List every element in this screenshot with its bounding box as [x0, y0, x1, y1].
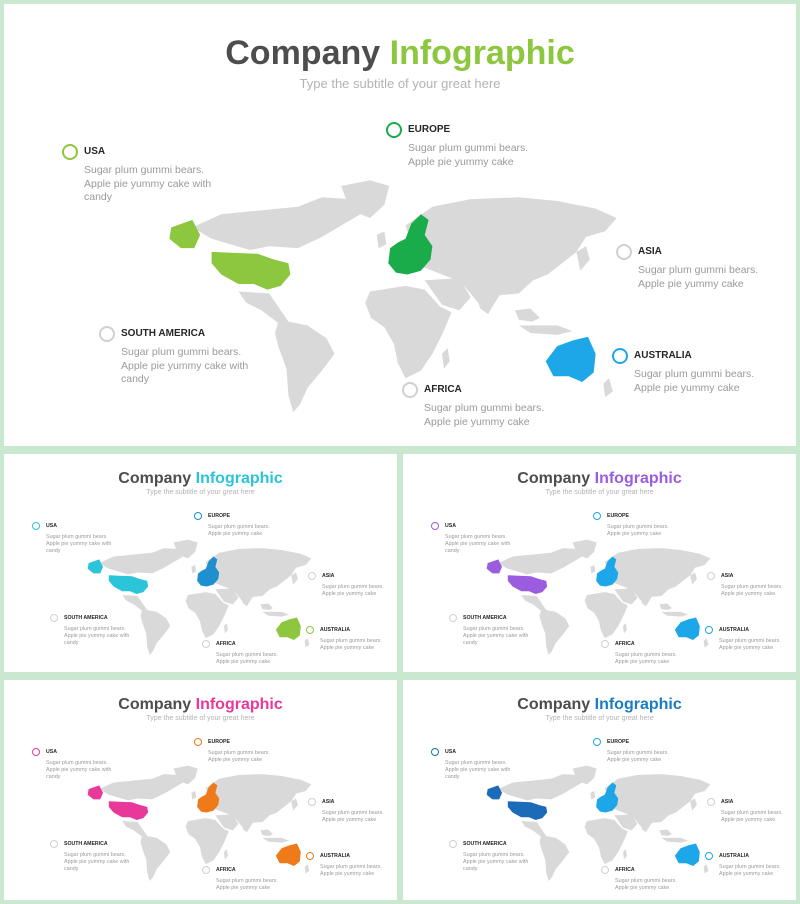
marker-description: Sugar plum gummi bears. Apple pie yummy cake — [719, 864, 781, 878]
land-new-zealand — [305, 638, 310, 647]
land-uk — [590, 565, 595, 573]
marker-ring-icon — [308, 572, 316, 580]
land-se-asia — [260, 829, 272, 836]
marker-description: Sugar plum gummi bears. Apple pie yummy cake — [615, 652, 677, 666]
slide-title — [403, 696, 796, 714]
marker-description: Sugar plum gummi bears. Apple pie yummy cake — [216, 878, 278, 892]
marker-label: SOUTH AMERICA — [64, 840, 108, 847]
marker-description: Sugar plum gummi bears. Apple pie yummy cake with candy — [64, 626, 130, 647]
land-new-zealand — [704, 864, 709, 873]
marker-label: AUSTRALIA — [719, 626, 749, 633]
marker-ring-icon — [705, 626, 713, 634]
land-indonesia — [661, 612, 688, 617]
marker-description: Sugar plum gummi bears. Apple pie yummy cake — [322, 584, 384, 598]
marker-label: EUROPE — [607, 512, 629, 519]
land-uk — [377, 231, 387, 248]
land-madagascar — [442, 348, 450, 369]
marker-ring-icon — [62, 144, 78, 160]
marker-label: ASIA — [721, 572, 734, 579]
marker-label: SOUTH AMERICA — [64, 614, 108, 621]
marker-description: Sugar plum gummi bears. Apple pie yummy cake — [320, 864, 382, 878]
marker-description: Sugar plum gummi bears. Apple pie yummy cake with candy — [46, 760, 112, 781]
marker-ring-icon — [616, 244, 632, 260]
marker-description: Sugar plum gummi bears. Apple pie yummy cake with candy — [463, 852, 529, 873]
marker-ring-icon — [194, 512, 202, 520]
marker-description: Sugar plum gummi bears. Apple pie yummy cake — [719, 638, 781, 652]
slide-variant-pink[interactable] — [4, 680, 397, 900]
marker-description: Sugar plum gummi bears. Apple pie yummy cake with candy — [445, 534, 511, 555]
marker-ring-icon — [202, 640, 210, 648]
marker-description: Sugar plum gummi bears. Apple pie yummy cake — [216, 652, 278, 666]
marker-label: USA — [46, 748, 57, 755]
slide-subtitle: Type the subtitle of your great here — [146, 489, 255, 496]
marker-description: Sugar plum gummi bears. Apple pie yummy cake — [322, 810, 384, 824]
land-south-america — [275, 320, 335, 412]
marker-description: Sugar plum gummi bears. Apple pie yummy cake — [638, 264, 759, 290]
land-se-asia — [659, 603, 671, 610]
marker-label: USA — [46, 522, 57, 529]
region-australia-shape — [546, 337, 596, 382]
slide-variant-purple[interactable] — [403, 454, 796, 672]
marker-ring-icon — [707, 798, 715, 806]
land-central-america — [521, 595, 546, 611]
region-australia-shape — [276, 844, 301, 867]
land-se-asia — [515, 308, 540, 321]
title-infographic: Infographic — [389, 34, 575, 72]
title-company: Company — [118, 696, 192, 713]
marker-label: EUROPE — [208, 738, 230, 745]
region-australia-shape — [675, 844, 700, 867]
marker-description: Sugar plum gummi bears. Apple pie yummy cake — [208, 750, 270, 764]
land-masses — [99, 766, 311, 881]
land-madagascar — [623, 623, 627, 633]
marker-label: AUSTRALIA — [719, 852, 749, 859]
slide-variant-cyan[interactable] — [4, 454, 397, 672]
land-uk — [191, 791, 196, 799]
title-infographic: Infographic — [195, 696, 283, 713]
marker-label: SOUTH AMERICA — [463, 840, 507, 847]
marker-description: Sugar plum gummi bears. Apple pie yummy cake with candy — [121, 346, 249, 386]
marker-label: ASIA — [721, 798, 734, 805]
land-central-america — [238, 292, 288, 324]
land-indonesia — [519, 325, 573, 334]
marker-label: AUSTRALIA — [320, 626, 350, 633]
land-indonesia — [661, 838, 688, 843]
marker-ring-icon — [449, 840, 457, 848]
marker-ring-icon — [593, 512, 601, 520]
slide-title — [403, 470, 796, 488]
marker-description: Sugar plum gummi bears. Apple pie yummy cake — [320, 638, 382, 652]
marker-description: Sugar plum gummi bears. Apple pie yummy cake — [721, 810, 783, 824]
land-masses — [99, 540, 311, 655]
land-uk — [590, 791, 595, 799]
land-japan — [690, 798, 697, 810]
marker-description: Sugar plum gummi bears. Apple pie yummy cake with candy — [463, 626, 529, 647]
region-australia-shape — [276, 618, 301, 641]
marker-ring-icon — [612, 348, 628, 364]
marker-label: ASIA — [638, 246, 662, 257]
land-se-asia — [659, 829, 671, 836]
marker-label: USA — [445, 522, 456, 529]
marker-label: AFRICA — [424, 384, 462, 395]
marker-description: Sugar plum gummi bears. Apple pie yummy cake — [408, 142, 529, 168]
slide-subtitle: Type the subtitle of your great here — [545, 489, 654, 496]
land-uk — [191, 565, 196, 573]
land-south-america — [140, 609, 170, 655]
land-south-america — [539, 835, 569, 881]
land-indonesia — [262, 612, 289, 617]
title-company: Company — [118, 470, 192, 487]
marker-label: AFRICA — [216, 866, 236, 873]
land-madagascar — [224, 849, 228, 859]
marker-description: Sugar plum gummi bears. Apple pie yummy cake — [208, 524, 270, 538]
marker-ring-icon — [308, 798, 316, 806]
land-japan — [576, 246, 589, 271]
marker-ring-icon — [306, 852, 314, 860]
slide-title — [4, 470, 397, 488]
land-se-asia — [260, 603, 272, 610]
marker-ring-icon — [50, 840, 58, 848]
marker-label: AFRICA — [615, 866, 635, 873]
marker-label: AFRICA — [615, 640, 635, 647]
slide-title — [4, 696, 397, 714]
region-australia-shape — [675, 618, 700, 641]
marker-label: SOUTH AMERICA — [463, 614, 507, 621]
marker-description: Sugar plum gummi bears. Apple pie yummy cake with candy — [84, 164, 212, 204]
marker-ring-icon — [306, 626, 314, 634]
title-infographic: Infographic — [594, 696, 682, 713]
marker-ring-icon — [593, 738, 601, 746]
marker-label: ASIA — [322, 798, 335, 805]
marker-ring-icon — [194, 738, 202, 746]
land-japan — [690, 572, 697, 584]
title-company: Company — [517, 470, 591, 487]
marker-description: Sugar plum gummi bears. Apple pie yummy cake with candy — [445, 760, 511, 781]
marker-ring-icon — [431, 522, 439, 530]
marker-ring-icon — [431, 748, 439, 756]
marker-description: Sugar plum gummi bears. Apple pie yummy cake — [607, 750, 669, 764]
marker-label: AUSTRALIA — [634, 350, 692, 361]
land-canada — [192, 197, 360, 250]
slide-subtitle: Type the subtitle of your great here — [146, 715, 255, 722]
slide-title — [4, 34, 796, 73]
land-japan — [291, 798, 298, 810]
marker-ring-icon — [32, 748, 40, 756]
marker-description: Sugar plum gummi bears. Apple pie yummy cake — [424, 402, 545, 428]
marker-label: EUROPE — [408, 124, 451, 135]
marker-ring-icon — [202, 866, 210, 874]
marker-ring-icon — [99, 326, 115, 342]
land-new-zealand — [704, 638, 709, 647]
marker-description: Sugar plum gummi bears. Apple pie yummy cake with candy — [46, 534, 112, 555]
marker-ring-icon — [402, 382, 418, 398]
marker-label: AFRICA — [216, 640, 236, 647]
title-company: Company — [225, 34, 381, 72]
land-japan — [291, 572, 298, 584]
marker-ring-icon — [601, 640, 609, 648]
slide-main[interactable] — [4, 4, 796, 446]
land-masses — [192, 180, 616, 412]
land-south-america — [539, 609, 569, 655]
marker-ring-icon — [449, 614, 457, 622]
title-infographic: Infographic — [594, 470, 682, 487]
land-new-zealand — [305, 864, 310, 873]
slide-variant-blue[interactable] — [403, 680, 796, 900]
marker-ring-icon — [50, 614, 58, 622]
title-infographic: Infographic — [195, 470, 283, 487]
marker-ring-icon — [32, 522, 40, 530]
title-company: Company — [517, 696, 591, 713]
land-central-america — [521, 821, 546, 837]
marker-description: Sugar plum gummi bears. Apple pie yummy cake — [607, 524, 669, 538]
marker-description: Sugar plum gummi bears. Apple pie yummy cake — [721, 584, 783, 598]
marker-label: EUROPE — [208, 512, 230, 519]
marker-ring-icon — [601, 866, 609, 874]
marker-description: Sugar plum gummi bears. Apple pie yummy cake — [634, 368, 755, 394]
slide-subtitle: Type the subtitle of your great here — [299, 76, 501, 91]
marker-label: EUROPE — [607, 738, 629, 745]
land-madagascar — [224, 623, 228, 633]
marker-description: Sugar plum gummi bears. Apple pie yummy cake with candy — [64, 852, 130, 873]
marker-ring-icon — [705, 852, 713, 860]
land-indonesia — [262, 838, 289, 843]
land-central-america — [122, 821, 147, 837]
land-madagascar — [623, 849, 627, 859]
slide-subtitle: Type the subtitle of your great here — [545, 715, 654, 722]
marker-label: ASIA — [322, 572, 335, 579]
marker-label: SOUTH AMERICA — [121, 328, 206, 339]
marker-ring-icon — [707, 572, 715, 580]
marker-label: AUSTRALIA — [320, 852, 350, 859]
land-central-america — [122, 595, 147, 611]
land-masses — [498, 540, 710, 655]
marker-label: USA — [445, 748, 456, 755]
marker-description: Sugar plum gummi bears. Apple pie yummy cake — [615, 878, 677, 892]
land-masses — [498, 766, 710, 881]
marker-label: USA — [84, 146, 106, 157]
marker-ring-icon — [386, 122, 402, 138]
land-south-america — [140, 835, 170, 881]
land-new-zealand — [603, 378, 613, 397]
